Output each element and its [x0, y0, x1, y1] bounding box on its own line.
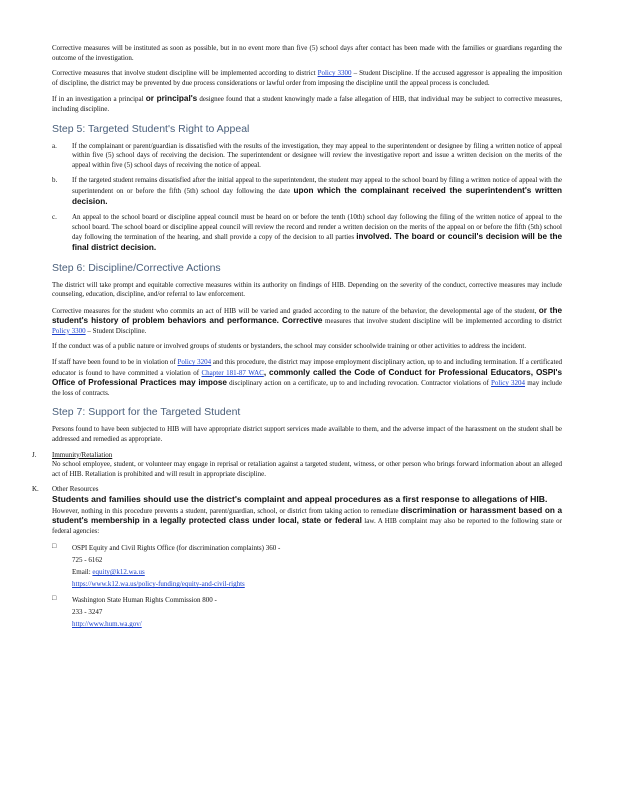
policy-3300-link-2[interactable]: Policy 3300	[52, 326, 86, 335]
paragraph-staff-violation: If staff have been found to be in violation of Policy 3204 and this procedure, the district may impose employment disciplinary action, up to and including termination. If a certificated educator is found to have committed a violation of Chapter 181-87 WAC, commonly called the Code of Conduct for Professional Educators, OSPI's Office of Professional Practices may impose disciplinary action on a certificate, up to and including revocation. Contractor violations of Policy 3204 may include the loss of contracts.	[52, 358, 563, 397]
paragraph-prompt-measures: The district will take prompt and equitable corrective measures within its authority on findings of HIB. Depending on the severity of the conduct, corrective measures may include counseling, education, discipline, and/or referral to law enforcement.	[52, 280, 562, 299]
resource-human-rights-commission: □ Washington State Human Rights Commission 800 - 233 - 3247 http://www.hum.wa.gov/	[52, 594, 217, 629]
step5-item-b: b. If the targeted student remains dissatisfied after the initial appeal to the superintendent, the student may appeal to the school board by filing a written notice of appeal with the superintendent on or before the fifth (5th) school day following the date upon which the complainant received the superintendent's written decision.	[52, 176, 563, 206]
section-j: J. Immunity/Retaliation No school employee, student, or volunteer may engage in reprisal or retaliation against a targeted student, witness, or other person who brings forward information about an alleged act of HIB. Retaliation is prohibited and will result in appropriate discipline.	[32, 450, 562, 478]
paragraph-public-conduct: If the conduct was of a public nature or involved groups of students or bystanders, the school may consider schoolwide training or other activities to address the incident.	[52, 342, 527, 351]
section-j-title: Immunity/Retaliation	[52, 450, 113, 459]
bullet-icon: □	[52, 542, 57, 551]
paragraph-false-allegation: If in an investigation a principal or principal's designee found that a student knowingly made a false allegation of HIB, that individual may be subject to corrective measures, including discipline.	[52, 94, 563, 113]
ospi-url-link[interactable]: https://www.k12.wa.us/policy-funding/equity-and-civil-rights	[72, 580, 245, 589]
list-marker: b.	[52, 176, 58, 185]
chapter-181-87-wac-link[interactable]: Chapter 181-87 WAC	[201, 368, 264, 377]
section-marker: J.	[32, 450, 37, 459]
step5-item-c: c. An appeal to the school board or discipline appeal council must be heard on or before the tenth (10th) school day following the filing of the written notice of appeal to the school board. The school board or discipline appeal council will review the record and render a written decision on the merits of the appeal on or before the fifth (5th) school day following the termination of the hearing, and shall provide a copy of the decision to all parties involved. The board or council's decision will be the final district decision.	[52, 213, 562, 252]
step7-heading: Step 7: Support for the Targeted Student	[52, 406, 241, 419]
list-marker: c.	[52, 213, 57, 222]
resource-ospi: □ OSPI Equity and Civil Rights Office (for discrimination complaints) 360 - 725 - 6162 Email: equity@k12.wa.us https://www.k12.wa.us/policy-funding/equity-and-civil-rights	[52, 542, 281, 589]
document-page	[32, 44, 563, 634]
list-marker: a.	[52, 141, 57, 150]
hum-url-link[interactable]: http://www.hum.wa.gov/	[72, 620, 142, 629]
paragraph-corrective-discipline: Corrective measures that involve student discipline will be implemented according to district Policy 3300 – Student Discipline. If the accused aggressor is appealing the imposition of discipline, the district may be prevented by due process considerations or lawful order from imposing the discipline until the appeal process is concluded.	[52, 69, 563, 87]
policy-3300-link[interactable]: Policy 3300	[317, 69, 352, 78]
section-k: K. Other Resources Students and families should use the district's complaint and appeal procedures as a first response to allegations of HIB. However, nothing in this procedure prevents a student, parent/guardian, school, or district from taking action to remediate discrimination or harassment based on a student's membership in a legally protected class under local, state or federal law. A HIB complaint may also be reported to the following state or federal agencies: □ OSPI Equity and Civil Rights Office (for discrimination complaints) 360 - 725 - 6162 Email: equity@k12.wa.us https://www.k12.wa.us/policy-funding/equity-and-civil-rights □ Washington State Human Rights Commission 800 - 233 - 3247 http://www.hum.wa.gov/	[32, 485, 562, 629]
ospi-email-link[interactable]: equity@k12.wa.us	[92, 568, 145, 577]
bullet-icon: □	[52, 594, 57, 603]
step6-heading: Step 6: Discipline/Corrective Actions	[52, 261, 221, 274]
step5-item-a: a. If the complainant or parent/guardian is dissatisfied with the results of the investigation, they may appeal to the superintendent or designee by filing a written notice of appeal within five (5) school days of receiving the decision. The superintendent or designee will review the investigative report and issue a written decision on the merits of the appeal within five (5) school days of receiving the notice of appeal.	[52, 141, 562, 169]
paragraph-graded-measures: Corrective measures for the student who commits an act of HIB will be varied and graded according to the nature of the behavior, the developmental age of the student, or the student's history of problem behaviors and performance. Corrective measures that involve student discipline will be implemented according to district Policy 3300 – Student Discipline.	[52, 305, 563, 335]
paragraph-support-services: Persons found to have been subjected to HIB will have appropriate district support services made available to them, and the adverse impact of the harassment on the student shall be addressed and remedied as appropriate.	[52, 425, 562, 444]
section-marker: K.	[32, 485, 39, 494]
policy-3204-link-2[interactable]: Policy 3204	[490, 379, 526, 388]
paragraph-corrective-timing: Corrective measures will be instituted as soon as possible, but in no event more than five (5) school days after contact has been made with the families or guardians regarding the outcome of the investigation.	[52, 44, 562, 62]
policy-3204-link[interactable]: Policy 3204	[177, 358, 212, 367]
step5-heading: Step 5: Targeted Student's Right to Appeal	[52, 122, 250, 135]
section-k-title: Other Resources	[52, 485, 99, 494]
